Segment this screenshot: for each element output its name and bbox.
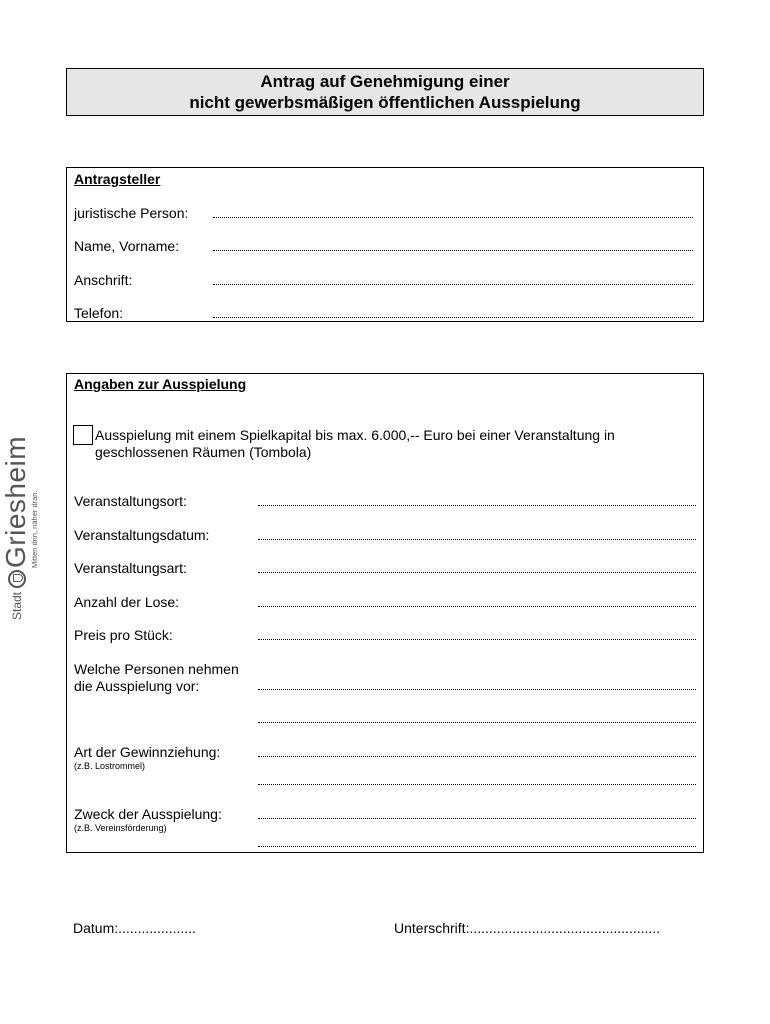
price-field[interactable] [258, 638, 696, 640]
form-title-box [66, 68, 704, 116]
signature-field[interactable]: Unterschrift:................................................. [394, 920, 661, 936]
logo-stadt-text: Stadt [10, 591, 24, 620]
city-seal-icon [8, 570, 26, 588]
tombola-label-line2: geschlossenen Räumen (Tombola) [95, 444, 312, 460]
date-signature-field[interactable]: Datum:.................... [73, 920, 196, 936]
draw-type-hint: (z.B. Lostrommel) [74, 761, 146, 771]
draw-type-label: Art der Gewinnziehung: [74, 744, 221, 760]
ticket-count-label: Anzahl der Lose: [74, 594, 180, 610]
raffle-section [66, 373, 704, 853]
purpose-label: Zweck der Ausspielung: [74, 806, 222, 822]
address-field[interactable] [213, 283, 693, 285]
persons-field-2[interactable] [258, 721, 696, 723]
purpose-field-2[interactable] [258, 845, 696, 847]
raffle-heading: Angaben zur Ausspielung [74, 376, 247, 392]
purpose-field-1[interactable] [258, 817, 696, 819]
price-label: Preis pro Stück: [74, 627, 173, 643]
phone-field[interactable] [213, 316, 693, 318]
form-title-line1: Antrag auf Genehmigung einer [260, 72, 510, 91]
event-date-field[interactable] [258, 538, 696, 540]
tombola-label-line1: Ausspielung mit einem Spielkapital bis max. 6.000,-- Euro bei einer Veranstaltung in [95, 427, 615, 443]
legal-person-label: juristische Person: [74, 205, 189, 221]
persons-field-1[interactable] [258, 688, 696, 690]
name-field[interactable] [213, 249, 693, 251]
persons-label-line2: die Ausspielung vor: [74, 678, 200, 694]
persons-label-line1: Welche Personen nehmen [74, 661, 239, 677]
event-type-field[interactable] [258, 571, 696, 573]
purpose-hint: (z.B. Vereinsförderung) [74, 823, 167, 833]
address-label: Anschrift: [74, 272, 133, 288]
form-title-line2: nicht gewerbsmäßigen öffentlichen Ausspielung [189, 93, 581, 112]
applicant-section [66, 167, 704, 322]
phone-label: Telefon: [74, 305, 124, 321]
event-date-label: Veranstaltungsdatum: [74, 527, 210, 543]
legal-person-field[interactable] [213, 216, 693, 218]
logo-slogan-text: Mitten drin, näher dran. [30, 490, 39, 568]
stadt-griesheim-logo [0, 430, 42, 620]
event-type-label: Veranstaltungsart: [74, 560, 187, 576]
name-label: Name, Vorname: [74, 238, 180, 254]
venue-field[interactable] [258, 504, 696, 506]
draw-type-field-1[interactable] [258, 755, 696, 757]
draw-type-field-2[interactable] [258, 783, 696, 785]
tombola-checkbox[interactable] [73, 425, 93, 445]
logo-name-text: Griesheim [0, 435, 31, 568]
ticket-count-field[interactable] [258, 605, 696, 607]
applicant-heading: Antragsteller [74, 171, 161, 187]
venue-label: Veranstaltungsort: [74, 493, 187, 509]
